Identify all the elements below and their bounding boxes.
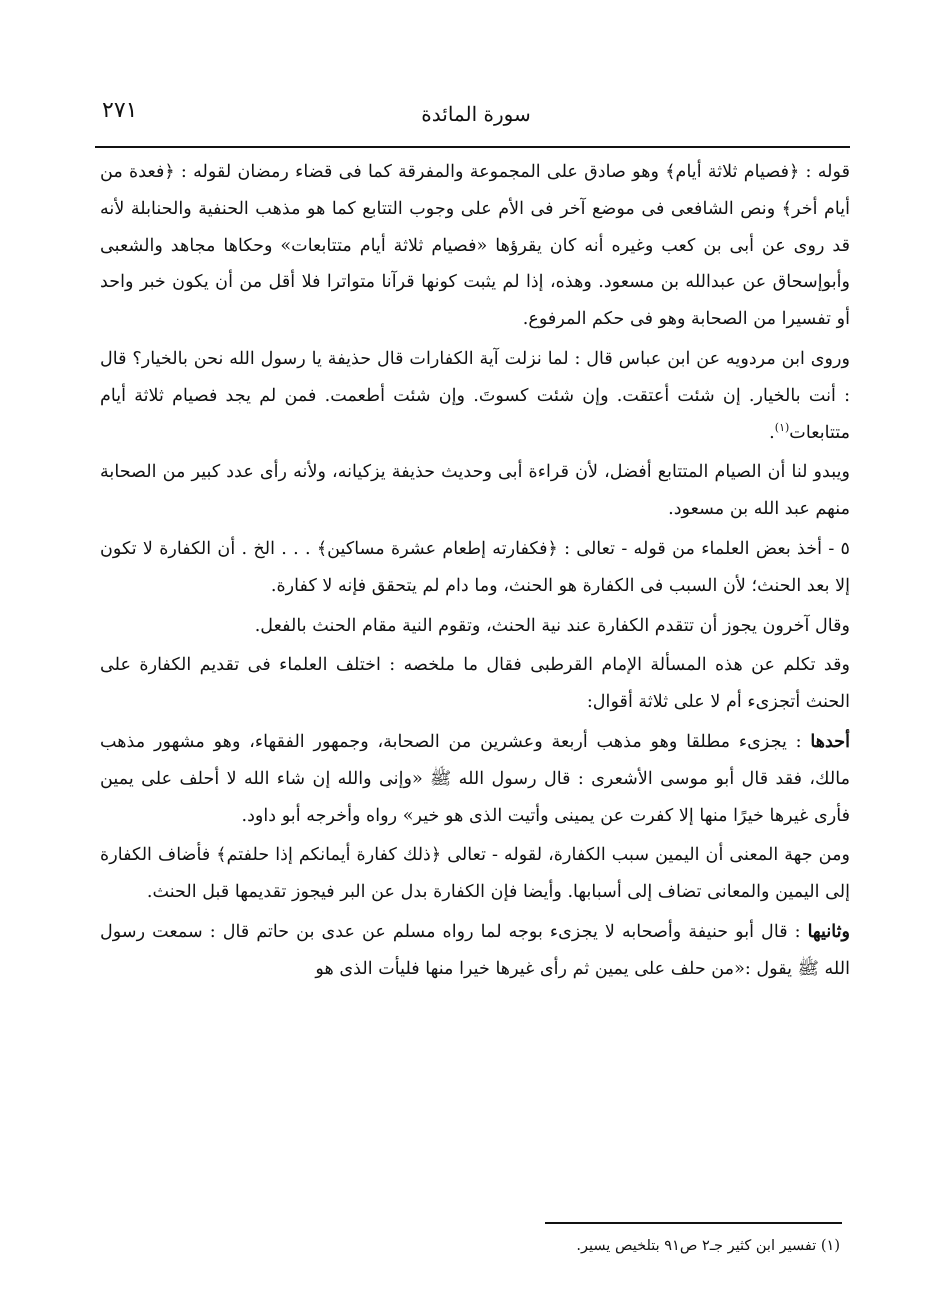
paragraph-7-lead: أحدها [810,730,850,752]
paragraph-3: ويبدو لنا أن الصيام المتتابع أفضل، لأن قراءة أبى وحديث حذيفة يزكيانه، ولأنه رأى عدد كبير من الصحابة منهم عبد الله بن مسعود. [100,462,850,520]
paragraph-1: قوله : ﴿فصيام ثلاثة أيام﴾ وهو صادق على المجموعة والمفرقة كما فى قضاء رمضان لقوله : ﴿فعدة من أيام أخر﴾ ونص الشافعى فى موضع آخر فى الأم على وجوب التتابع كما هو مذهب الحنفية والحنابلة لأنه قد روى عن أبى بن كعب وغيره أنه كان يقرؤها «فصيام ثلاثة أيام متتابعات» وحكاها مجاهد والشعبى وأبوإسحاق عن عبدالله بن مسعود. وهذه، إذا لم يثبت كونها قرآنا متواترا فلا أقل من أن يكون خبر واحد أو تفسيرا من الصحابة وهو فى حكم المرفوع. [100,162,850,330]
paragraph-6: وقد تكلم عن هذه المسألة الإمام القرطبى فقال ما ملخصه : اختلف العلماء فى تقديم الكفارة على الحنث أتجزىء أم لا على ثلاثة أقوال: [100,655,850,713]
running-title: سورة المائدة [421,102,531,126]
paragraph-2-end: . [769,422,775,443]
footnote-rule [545,1222,842,1224]
paragraph-7-text: : يجزىء مطلقا وهو مذهب أربعة وعشرين من الصحابة، وجمهور الفقهاء، وهو مشهور مذهب مالك، فقد قال أبو موسى الأشعرى : قال رسول الله ﷺ «وإنى والله إن شاء الله لا أحلف على يمين فأرى غيرها خيرًا منها إلا كفرت عن يمينى وأتيت الذى هو خير» رواه وأخرجه أبو داود. [100,731,850,826]
paragraph-8: ومن جهة المعنى أن اليمين سبب الكفارة، لقوله - تعالى ﴿ذلك كفارة أيمانكم إذا حلفتم﴾ فأضاف الكفارة إلى اليمين والمعانى تضاف إلى أسبابها. وأيضا فإن الكفارة بدل عن البر فيجوز تقديمها قبل الحنث. [100,845,850,903]
page-header [100,96,852,146]
body-text [100,154,850,991]
paragraph-2-text: وروى ابن مردويه عن ابن عباس قال : لما نزلت آية الكفارات قال حذيفة يا رسول الله نحن بالخيار؟ قال : أنت بالخيار. إن شئت أعتقت. وإن شئت كسوتَ. وإن شئت أطعمت. فمن لم يجد فصيام ثلاثة أيام متتابعات [100,348,850,443]
paragraph-2 [100,341,850,451]
paragraph-9-text: : قال أبو حنيفة وأصحابه لا يجزىء بوجه لما رواه مسلم عن عدى بن حاتم قال : سمعت رسول الله ﷺ يقول :«من حلف على يمين ثم رأى غيرها خيرا منها فليأت الذى هو [100,921,850,979]
paragraph-5: وقال آخرون يجوز أن تتقدم الكفارة عند نية الحنث، وتقوم النية مقام الحنث بالفعل. [254,615,850,636]
footnote: (١) تفسير ابن كثير جـ٢ ص٩١ بتلخيص يسير. [576,1238,840,1254]
footnote-marker: (١) [774,420,790,434]
paragraph-7 [100,724,850,834]
header-rule [95,146,850,148]
page-number: ٢٧١ [102,98,138,123]
paragraph-4: ٥ - أخذ بعض العلماء من قوله - تعالى : ﴿فكفارته إطعام عشرة مساكين﴾ . . . الخ . أن الكفارة لا تكون إلا بعد الحنث؛ لأن السبب فى الكفارة هو الحنث، وما دام لم يتحقق فإنه لا كفارة. [100,538,850,596]
paragraph-9-lead: وثانيها [807,920,850,942]
paragraph-9 [100,914,850,988]
